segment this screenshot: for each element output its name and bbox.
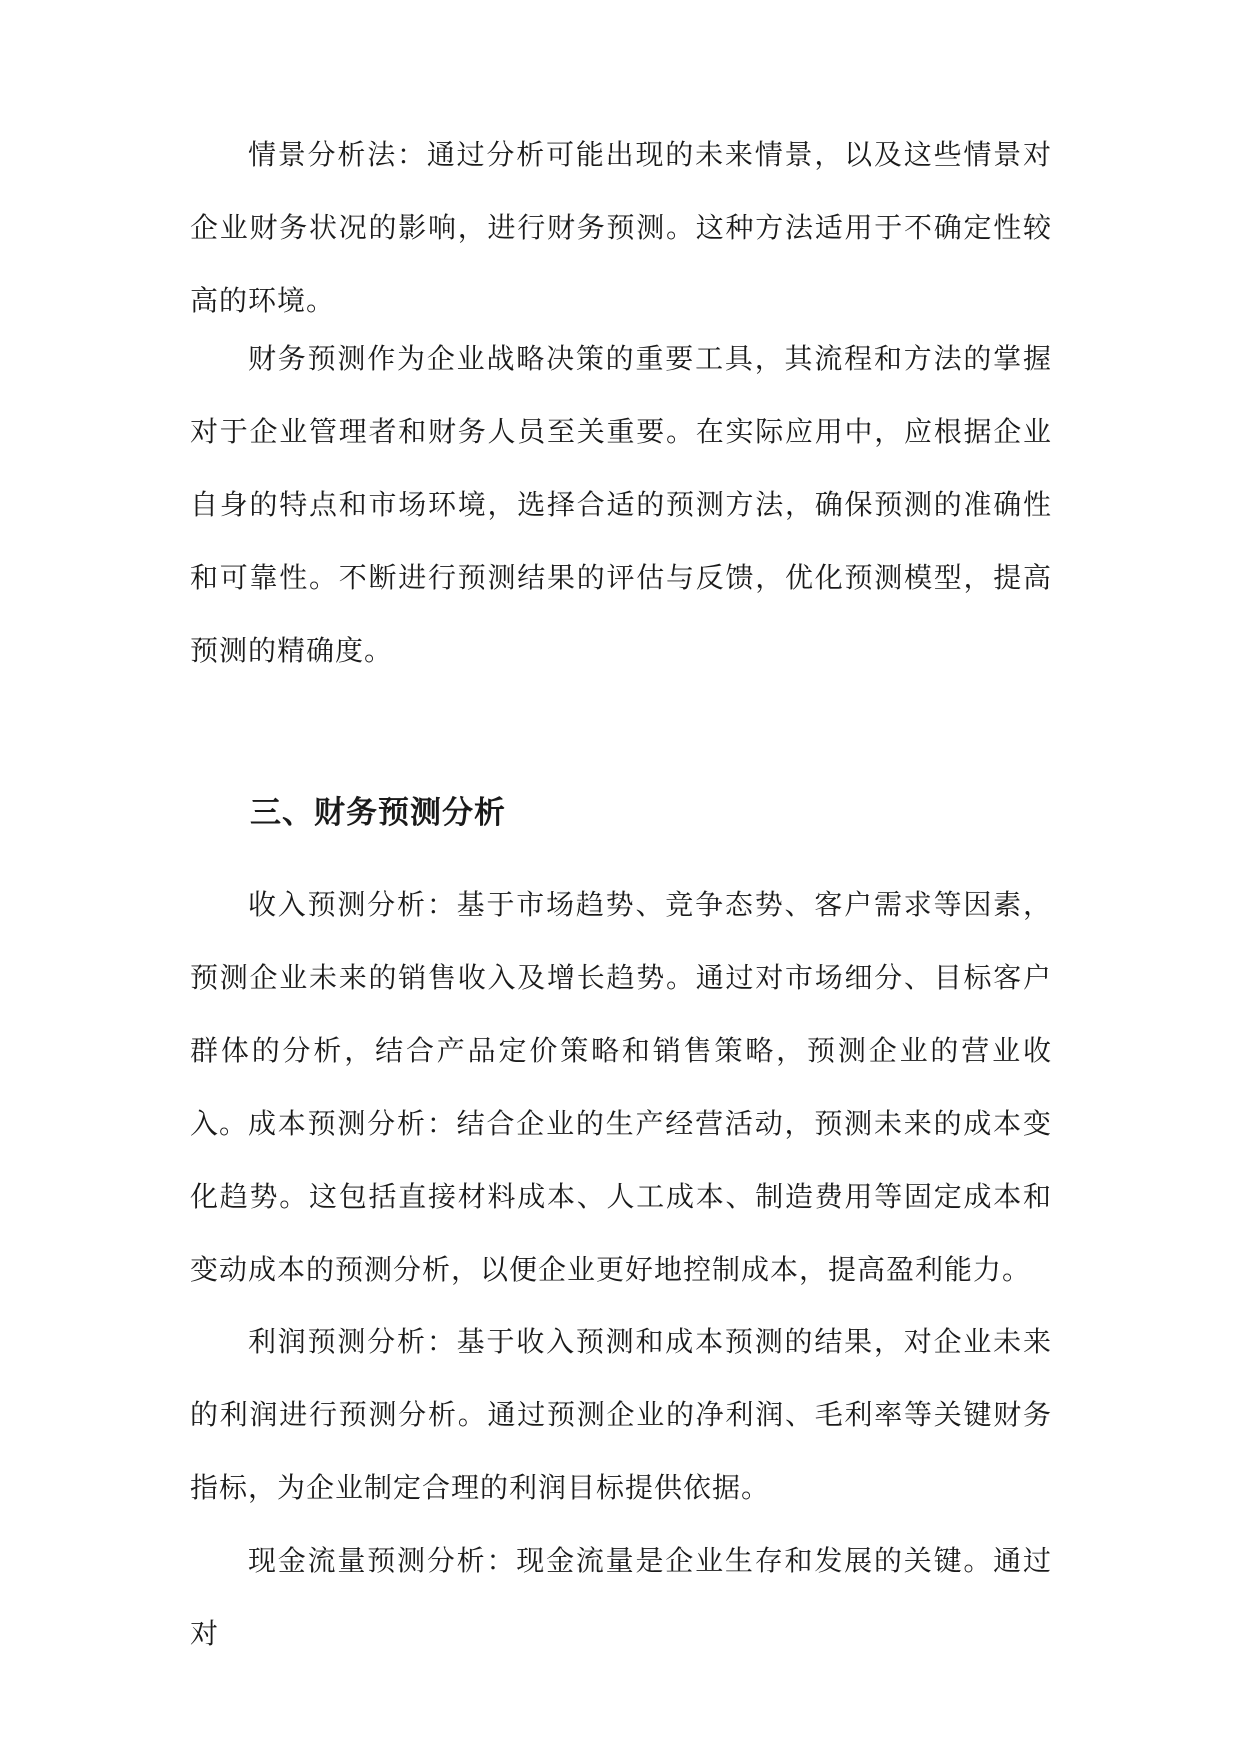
- paragraph-scenario-analysis: 情景分析法：通过分析可能出现的未来情景，以及这些情景对企业财务状况的影响，进行财务预测。这种方法适用于不确定性较高的环境。: [190, 138, 1052, 317]
- paragraph-revenue-forecast: 收入预测分析：基于市场趋势、竞争态势、客户需求等因素，预测企业未来的销售收入及增长趋势。通过对市场细分、目标客户群体的分析，结合产品定价策略和销售策略，预测企业的营业收入。: [190, 888, 1052, 1140]
- paragraph-cashflow-forecast: 现金流量预测分析：现金流量是企业生存和发展的关键。通过对: [190, 1544, 1052, 1650]
- paragraph-forecast-summary: 财务预测作为企业战略决策的重要工具，其流程和方法的掌握对于企业管理者和财务人员至关重要。在实际应用中，应根据企业自身的特点和市场环境，选择合适的预测方法，确保预测的准确性和可靠性。不断进行预测结果的评估与反馈，优化预测模型，提高预测的精确度。: [190, 342, 1052, 667]
- paragraph-profit-forecast: 利润预测分析：基于收入预测和成本预测的结果，对企业未来的利润进行预测分析。通过预测企业的净利润、毛利率等关键财务指标，为企业制定合理的利润目标提供依据。: [190, 1325, 1052, 1504]
- paragraph-cost-forecast: 成本预测分析：结合企业的生产经营活动，预测未来的成本变化趋势。这包括直接材料成本、人工成本、制造费用等固定成本和变动成本的预测分析，以便企业更好地控制成本，提高盈利能力。: [190, 1107, 1052, 1286]
- section-heading: 三、财务预测分析: [250, 795, 506, 831]
